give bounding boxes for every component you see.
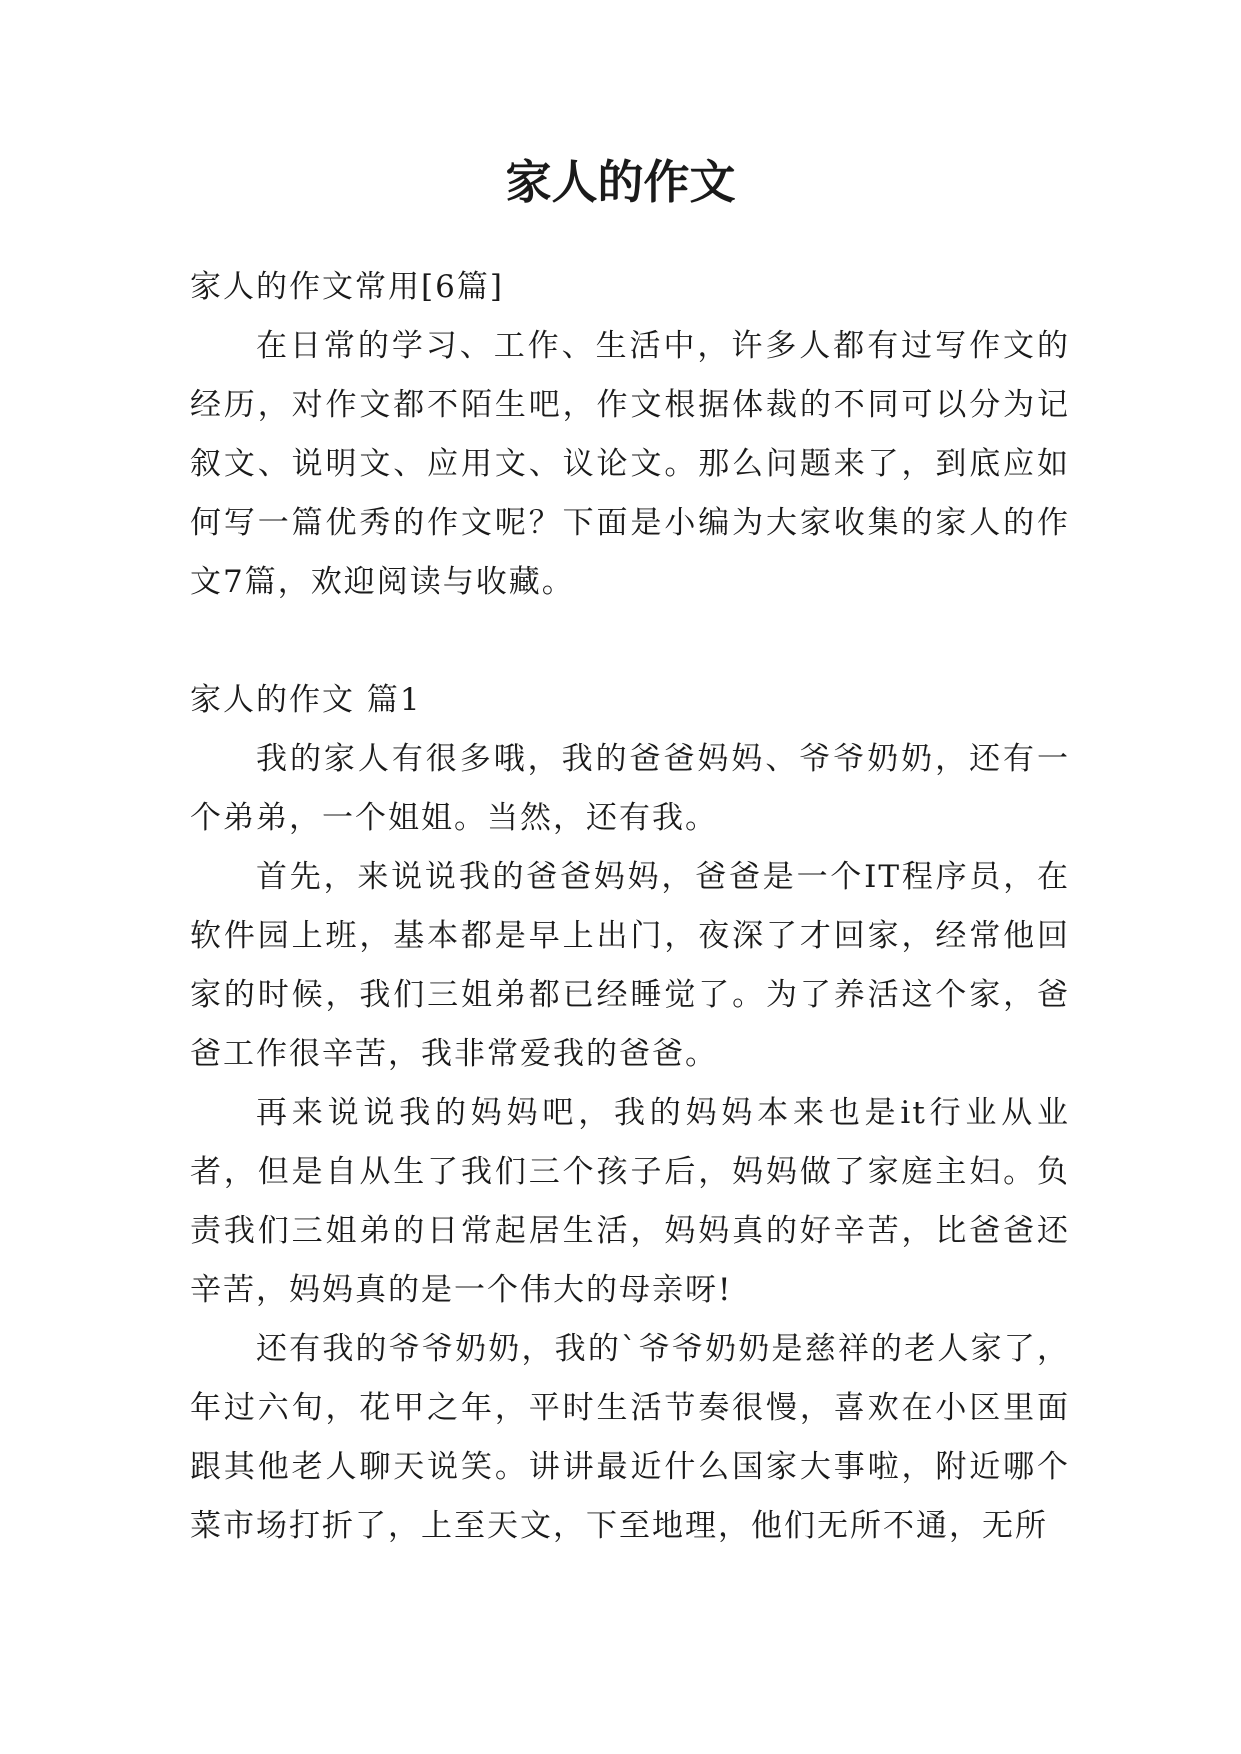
intro-paragraph: 在日常的学习、工作、生活中，许多人都有过写作文的经历，对作文都不陌生吧，作文根据体裁的不同可以分为记叙文、说明文、应用文、议论文。那么问题来了，到底应如何写一篇优秀的作文呢？下面是小编为大家收集的家人的作文7篇，欢迎阅读与收藏。 [190, 328, 1070, 600]
document-title: 家人的作文 [505, 155, 736, 209]
body-paragraph: 我的家人有很多哦，我的爸爸妈妈、爷爷奶奶，还有一个弟弟，一个姐姐。当然，还有我。 [190, 741, 1070, 836]
document-subtitle: 家人的作文常用[6篇] [190, 269, 504, 305]
body-paragraph: 首先，来说说我的爸爸妈妈，爸爸是一个IT程序员，在软件园上班，基本都是早上出门，夜深了才回家，经常他回家的时候，我们三姐弟都已经睡觉了。为了养活这个家，爸爸工作很辛苦，我非常爱我的爸爸。 [190, 859, 1070, 1072]
body-paragraph: 还有我的爷爷奶奶，我的`爷爷奶奶是慈祥的老人家了，年过六旬，花甲之年，平时生活节奏很慢，喜欢在小区里面跟其他老人聊天说笑。讲讲最近什么国家大事啦，附近哪个菜市场打折了，上至天文，下至地理，他们无所不通，无所 [190, 1331, 1070, 1544]
paragraph-spacer [190, 612, 1070, 671]
document-body [190, 258, 1070, 1556]
body-paragraph: 再来说说我的妈妈吧，我的妈妈本来也是it行业从业者，但是自从生了我们三个孩子后，妈妈做了家庭主妇。负责我们三姐弟的日常起居生活，妈妈真的好辛苦，比爸爸还辛苦，妈妈真的是一个伟大的母亲呀! [190, 1095, 1070, 1308]
section-heading: 家人的作文 篇1 [190, 682, 422, 718]
